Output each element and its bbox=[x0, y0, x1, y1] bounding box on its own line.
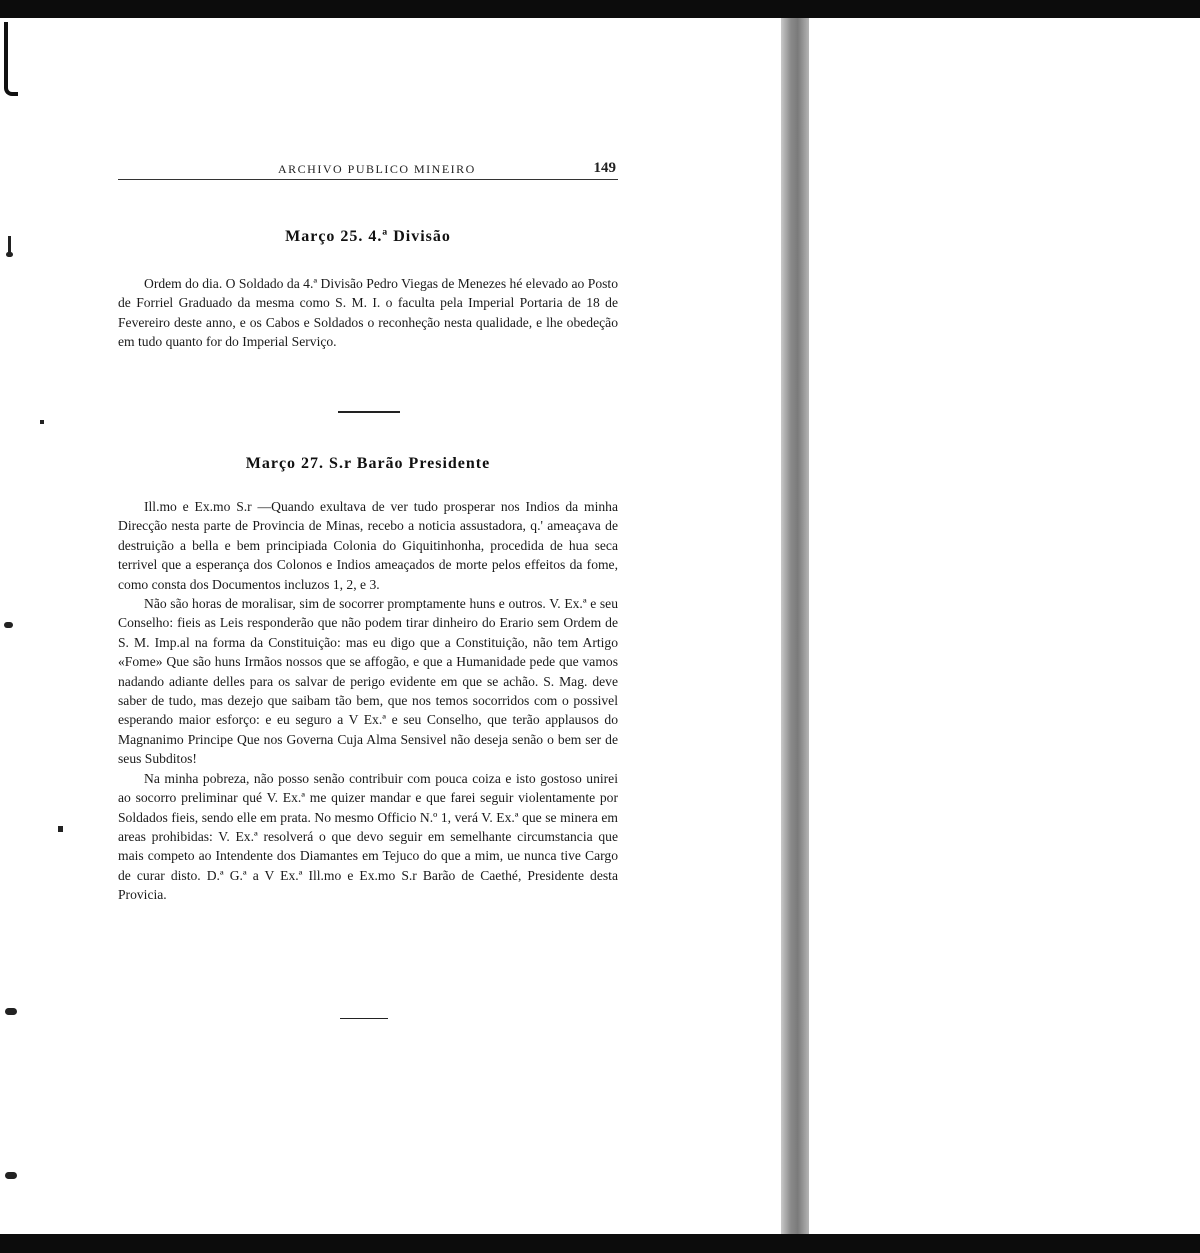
paragraph: Não são horas de moralisar, sim de socorrer promptamente huns e outros. V. Ex.ª e seu Conselho: fieis as Leis responderão que não podem tirar dinheiro do Erario sem Ordem de S. M. Imp.al na forma da Constituição: mas eu digo que a Constituição, não tem Artigo «Fome» Que são huns Irmãos nossos que se affogão, e que a Humanidade pede que vamos nadando adiante delles para os salvar de perigo evidente em que se achão. S. Mag. deve saber de tudo, mas dezejo que saibam tão bem, que nos temos socorridos com o possivel esperando maior esforço: e eu seguro a V Ex.ª e seu Conselho, que terão applausos do Magnanimo Principe Que nos Governa Cuja Alma Sensivel não deseja senão o bem ser de seus Subditos! bbox=[118, 596, 618, 767]
running-head bbox=[118, 160, 620, 180]
margin-speck bbox=[40, 420, 44, 424]
paragraph: Ordem do dia. O Soldado da 4.ª Divisão Pedro Viegas de Menezes hé elevado ao Posto de Forriel Graduado da mesma como S. M. I. o faculta pela Imperial Portaria de 18 de Fevereiro deste anno, e os Cabos e Soldados o reconheção nesta qualidade, e lhe obedeção em tudo quanto for do Imperial Serviço. bbox=[118, 276, 618, 350]
book-gutter-shadow bbox=[781, 18, 809, 1234]
margin-speck bbox=[6, 252, 13, 257]
margin-speck bbox=[4, 622, 13, 628]
running-title: ARCHIVO PUBLICO MINEIRO bbox=[278, 162, 476, 176]
page-edge-mark bbox=[4, 22, 18, 96]
paragraph: Na minha pobreza, não posso senão contribuir com pouca coiza e isto gostoso unirei ao socorro preliminar qué V. Ex.ª me quizer mandar e que farei seguir violentamente por Soldados fieis, sendo elle em prata. No mesmo Officio N.º 1, verá V. Ex.ª que se minera em areas prohibidas: V. Ex.ª resolverá o que devo seguir em semelhante circumstancia que mais competo ao Intendente dos Diamantes em Tejuco do que a mim, ue nunca tive Cargo de curar disto. D.ª G.ª a V Ex.ª Ill.mo e Ex.mo S.r Barão de Caethé, Presidente desta Provicia. bbox=[118, 770, 618, 903]
section-separator bbox=[338, 411, 400, 413]
margin-speck bbox=[58, 826, 63, 832]
scan-bottom-border bbox=[0, 1234, 1200, 1253]
section-body-marco-27 bbox=[118, 497, 618, 905]
section-heading-marco-25: Março 25. 4.ª Divisão bbox=[285, 228, 451, 245]
section-heading-marco-27: Março 27. S.r Barão Presidente bbox=[245, 455, 491, 472]
scan-top-border bbox=[0, 0, 1200, 18]
section-separator bbox=[340, 1018, 388, 1019]
header-rule bbox=[118, 179, 618, 180]
paragraph: Ill.mo e Ex.mo S.r —Quando exultava de ver tudo prosperar nos Indios da minha Direcção nesta parte de Provincia de Minas, recebo a noticia assustadora, q.' ameaçava de destruição a bella e bem principiada Colonia do Giquitinhonha, procedida de hua seca terrivel que a esperança dos Colonos e Indios ameaçados de morte pelos effeitos da fome, como consta dos Documentos incluzos 1, 2, e 3. bbox=[118, 499, 618, 592]
right-page-blank bbox=[809, 18, 1200, 1234]
margin-speck bbox=[5, 1172, 17, 1179]
margin-speck bbox=[5, 1008, 17, 1015]
page-number: 149 bbox=[593, 160, 616, 176]
section-body-marco-25 bbox=[118, 274, 618, 352]
